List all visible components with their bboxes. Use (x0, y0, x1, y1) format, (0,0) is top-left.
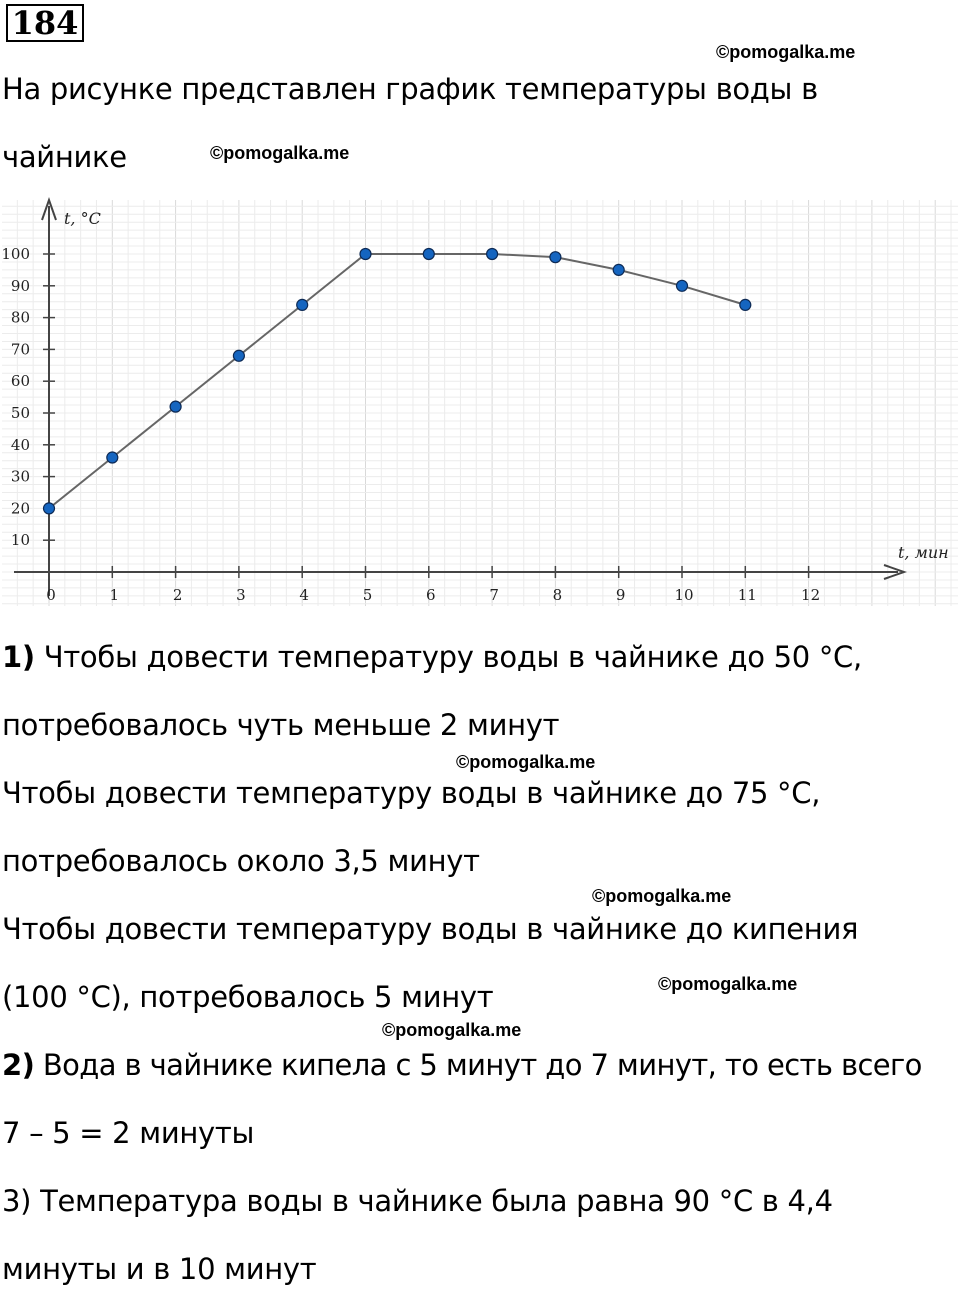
answer-2-number: 2) (2, 1048, 35, 1082)
x-tick-label: 9 (615, 586, 626, 604)
data-point (170, 401, 181, 412)
watermark: ©pomogalka.me (716, 42, 856, 62)
answer-3-line-1: 3) Температура воды в чайнике была равна 90 °C в 4,4 (2, 1184, 833, 1218)
x-tick-label: 1 (109, 586, 120, 604)
y-tick-label: 100 (1, 245, 30, 263)
answer-1-line-6: (100 °C), потребовалось 5 минут (2, 980, 494, 1014)
y-tick-label: 50 (10, 404, 30, 422)
answer-1-line-3: Чтобы довести температуру воды в чайнике до 75 °C, (2, 776, 821, 810)
answer-1-text: Чтобы довести температуру воды в чайнике до 50 °C, (34, 640, 862, 674)
x-tick-label: 5 (362, 586, 373, 604)
watermark: ©pomogalka.me (210, 143, 350, 163)
y-tick-label: 10 (10, 531, 30, 550)
data-point (44, 503, 55, 514)
y-tick-label: 90 (10, 276, 30, 295)
problem-number: 184 (6, 4, 84, 42)
x-tick-label: 10 (674, 586, 694, 604)
answer-2-line-2: 7 – 5 = 2 минуты (2, 1116, 255, 1150)
answer-1-line-4: потребовалось около 3,5 минут (2, 844, 480, 878)
x-tick-label: 12 (801, 586, 821, 604)
watermark: ©pomogalka.me (382, 1020, 522, 1040)
chart-axes (14, 200, 904, 596)
answer-2-line-1 (2, 1048, 922, 1082)
answer-1-line-5: Чтобы довести температуру воды в чайнике до кипения (2, 912, 859, 946)
x-tick-label: 8 (552, 586, 563, 604)
temperature-chart (0, 196, 960, 616)
answer-1-number: 1) (2, 640, 35, 674)
answer-2-text: Вода в чайнике кипела с 5 минут до 7 минут, то есть всего (34, 1048, 922, 1082)
x-tick-label: 6 (426, 586, 436, 604)
intro-line-1: На рисунке представлен график температуры воды в (2, 72, 818, 106)
data-point (613, 264, 624, 275)
watermark: ©pomogalka.me (456, 752, 596, 772)
watermark: ©pomogalka.me (658, 974, 798, 994)
y-axis-label: t, °C (64, 209, 101, 228)
data-point (297, 299, 308, 310)
chart-grid (2, 200, 958, 606)
x-tick-label: 11 (737, 586, 757, 604)
y-tick-label: 70 (10, 340, 30, 359)
answer-1-line-1 (2, 640, 862, 674)
y-tick-label: 20 (10, 499, 30, 518)
x-tick-label: 7 (489, 586, 499, 604)
x-tick-label: 2 (172, 586, 183, 604)
data-point (677, 280, 688, 291)
watermark: ©pomogalka.me (592, 886, 732, 906)
x-tick-label: 4 (299, 586, 309, 604)
x-tick-label: 3 (236, 586, 246, 604)
y-tick-label: 80 (10, 308, 30, 327)
y-tick-label: 40 (10, 435, 30, 454)
answer-1-line-2: потребовалось чуть меньше 2 минут (2, 708, 560, 742)
data-point (107, 452, 118, 463)
data-point (233, 350, 244, 361)
data-point (423, 249, 434, 260)
data-point (360, 249, 371, 260)
x-tick-label: 0 (46, 586, 56, 604)
data-point (487, 249, 498, 260)
data-point (740, 299, 751, 310)
data-point (550, 252, 561, 263)
y-tick-label: 30 (10, 467, 30, 486)
y-tick-label: 60 (10, 372, 30, 391)
intro-line-2: чайнике (2, 140, 127, 174)
answer-3-line-2: минуты и в 10 минут (2, 1252, 317, 1286)
x-axis-label: t, мин (898, 543, 949, 562)
